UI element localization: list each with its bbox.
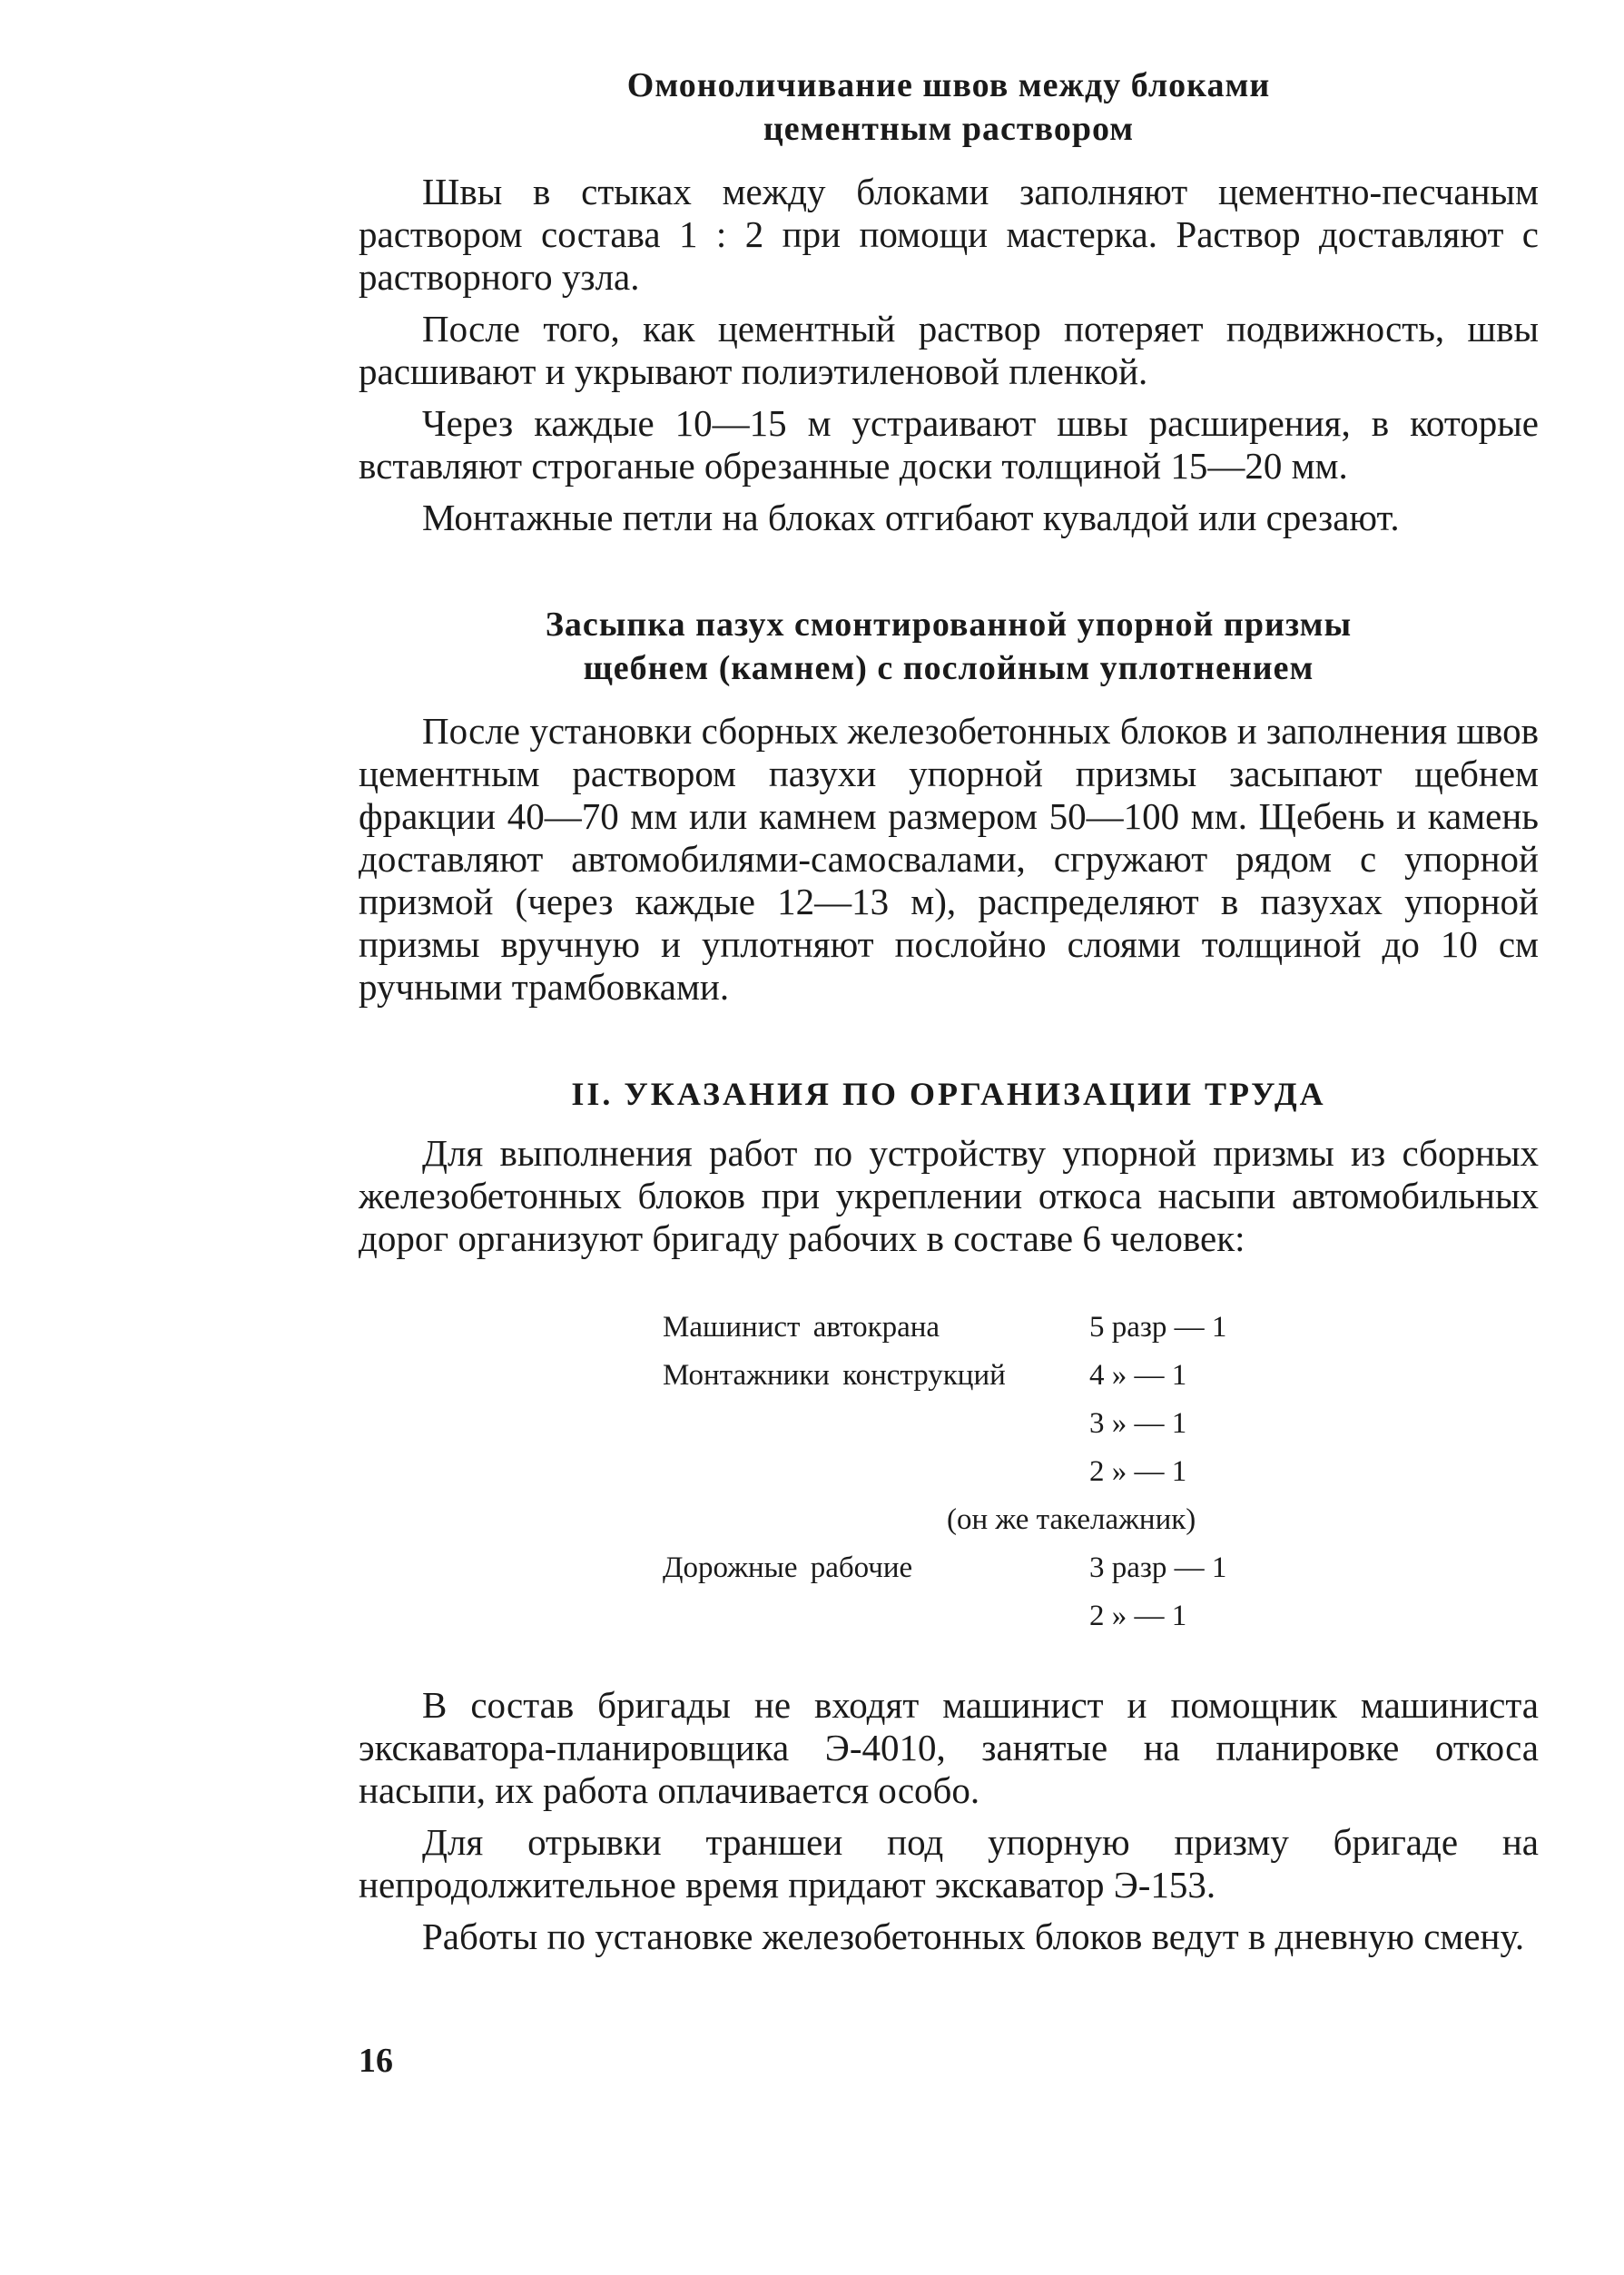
roster-grade: 2 » — 1 — [1089, 1455, 1187, 1488]
roster-note: (он же такелажник) — [947, 1503, 1196, 1536]
roster-row — [359, 1400, 1539, 1448]
paragraph: Монтажные петли на блоках отгибают кувалдой или срезают. — [422, 497, 1400, 538]
roster-note-row — [359, 1496, 1539, 1544]
roster-grade: 4 » — 1 — [1089, 1359, 1187, 1392]
paragraph: После того, как цементный раствор потеряет подвижность, швы расшивают и укрывают полиэтиленовой пленкой. — [359, 308, 1539, 392]
roster-role — [359, 1448, 1089, 1496]
roster-grade: 5 разр — 1 — [1089, 1311, 1227, 1344]
roster-row — [359, 1592, 1539, 1640]
heading-line: Засыпка пазух смонтированной упорной призмы — [545, 606, 1353, 644]
paragraph: Для выполнения работ по устройству упорной призмы из сборных железобетонных блоков при укреплении откоса насыпи автомобильных дорог организуют бригаду рабочих в составе 6 человек: — [359, 1132, 1539, 1259]
heading-line: щебнем (камнем) с послойным уплотнением — [583, 649, 1314, 687]
paragraph: После установки сборных железобетонных блоков и заполнения швов цементным раствором пазухи упорной призмы засыпают щебнем фракции 40—70 мм или камнем размером 50—100 мм. Щебень и камень доставляют автомобилями-самосвалами, сгружают рядом с упорной призмой (через каждые 12—13 м), распределяют в пазухах упорной призмы вручную и уплотняют послойно слоями толщиной до 10 см ручными трамбовками. — [359, 710, 1539, 1008]
roster-role: Машинист автокрана — [663, 1311, 940, 1344]
paragraph: Работы по установке железобетонных блоков ведут в дневную смену. — [422, 1916, 1525, 1957]
paragraph: Швы в стыках между блоками заполняют цементно-песчаным раствором состава 1 : 2 при помощи мастерка. Раствор доставляют с растворного узла. — [359, 171, 1539, 298]
roster-role — [359, 1592, 1089, 1640]
roster-grade: 3 разр — 1 — [1089, 1551, 1227, 1584]
roster-role: Монтажники конструкций — [663, 1359, 1006, 1392]
roster-role — [359, 1400, 1089, 1448]
section-heading-labor: II. УКАЗАНИЯ ПО ОРГАНИЗАЦИИ ТРУДА — [571, 1076, 1326, 1112]
heading-line: цементным раствором — [763, 110, 1135, 148]
paragraph: Через каждые 10—15 м устраивают швы расширения, в которые вставляют строганые обрезанные доски толщиной 15—20 мм. — [359, 402, 1539, 487]
roster-grade: 2 » — 1 — [1089, 1600, 1187, 1632]
section-heading-seams — [359, 64, 1539, 151]
crew-roster — [359, 1304, 1539, 1640]
page-number: 16 — [359, 2042, 393, 2080]
roster-role: Дорожные рабочие — [663, 1551, 913, 1584]
roster-row — [359, 1304, 1539, 1352]
paragraph: Для отрывки траншеи под упорную призму бригаде на непродолжительное время придают экскаватор Э-153. — [359, 1821, 1539, 1906]
heading-line: Омоноличивание швов между блоками — [626, 66, 1271, 104]
document-page — [359, 64, 1539, 1958]
roster-row — [359, 1448, 1539, 1496]
section-heading-backfill — [359, 603, 1539, 690]
roster-row — [359, 1544, 1539, 1592]
roster-grade: 3 » — 1 — [1089, 1407, 1187, 1440]
paragraph: В состав бригады не входят машинист и помощник машиниста экскаватора-планировщика Э-4010, занятые на планировке откоса насыпи, их работа оплачивается особо. — [359, 1684, 1539, 1811]
roster-row — [359, 1352, 1539, 1400]
